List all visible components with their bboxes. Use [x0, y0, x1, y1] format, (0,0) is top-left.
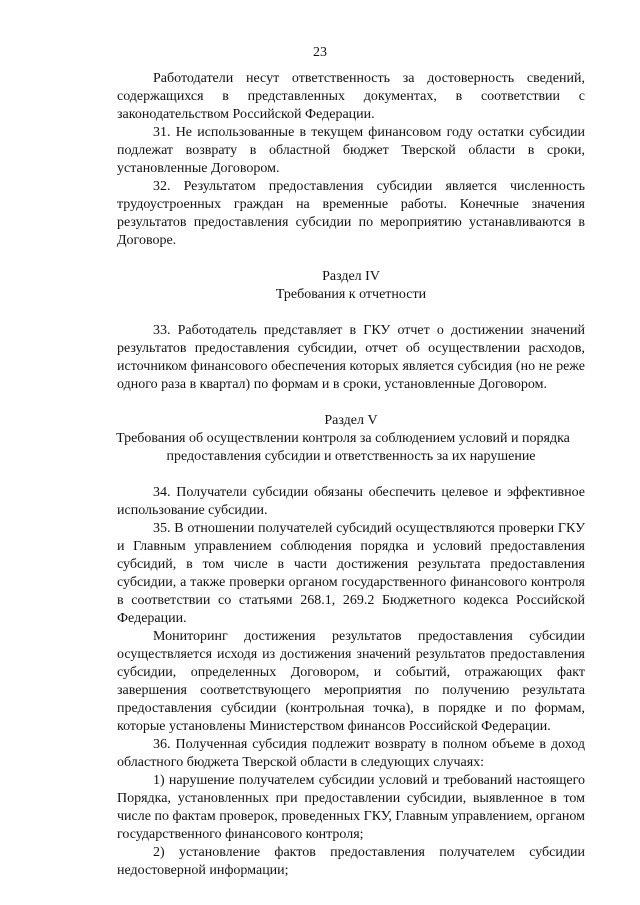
paragraph-32: 32. Результатом предоставления субсидии является численность трудоустроенных граждан на временные работы. Конечные значения результатов предоставления субсидии по мероприятию устанавливаются в Договоре. [117, 179, 585, 248]
page-number: 23 [313, 45, 327, 60]
section-5-subtitle-line2: предоставления субсидии и ответственность за их нарушение [166, 449, 536, 464]
paragraph-35: 35. В отношении получателей субсидий осуществляются проверки ГКУ и Главным управлением соблюдения порядка и условий предоставления субсидий, в том числе в части достижения результата предоставления субсидии, а также проверки органом государственного финансового контроля в соответствии со статьями 268.1, 269.2 Бюджетного кодекса Российской Федерации. [117, 521, 585, 626]
spacer [117, 304, 585, 322]
document-body [117, 70, 585, 880]
paragraph-employer-responsibility: Работодатели несут ответственность за достоверность сведений, содержащихся в представленных документах, в соответствии с законодательством Российской Федерации. [117, 71, 585, 122]
section-4-subtitle: Требования к отчетности [275, 287, 427, 302]
section-5-subtitle-line1: Требования об осуществлении контроля за соблюдением условий и порядка [116, 431, 570, 446]
paragraph-33: 33. Работодатель представляет в ГКУ отчет о достижении значений результатов предоставления субсидии, отчет об осуществлении расходов, источником финансового обеспечения которых является субсидия (но не реже одного раза в квартал) по формам и в сроки, установленные Договором. [117, 323, 585, 392]
list-item-1: 1) нарушение получателем субсидии условий и требований настоящего Порядка, установленных при предоставлении субсидии, выявленное в том числе по фактам проверок, проведенных ГКУ, Главным управлением, органом государственного финансового контроля; [117, 773, 585, 842]
spacer [117, 466, 585, 484]
paragraph-34: 34. Получатели субсидии обязаны обеспечить целевое и эффективное использование субсидии. [117, 485, 585, 518]
paragraph-36: 36. Полученная субсидия подлежит возврату в полном объеме в доход областного бюджета Тверской области в следующих случаях: [117, 737, 585, 770]
section-4-title: Раздел IV [322, 269, 380, 284]
spacer [117, 394, 585, 412]
spacer [117, 250, 585, 268]
section-5-title: Раздел V [324, 413, 378, 428]
list-item-2: 2) установление фактов предоставления получателем субсидии недостоверной информации; [117, 845, 585, 878]
paragraph-31: 31. Не использованные в текущем финансовом году остатки субсидии подлежат возврату в областной бюджет Тверской области в сроки, установленные Договором. [117, 125, 585, 176]
paragraph-monitoring: Мониторинг достижения результатов предоставления субсидии осуществляется исходя из достижения значений результатов предоставления субсидии, определенных Договором, и событий, отражающих факт завершения соответствующего мероприятия по получению результата предоставления субсидии (контрольная точка), в порядке и по формам, которые установлены Министерством финансов Российской Федерации. [117, 629, 585, 734]
